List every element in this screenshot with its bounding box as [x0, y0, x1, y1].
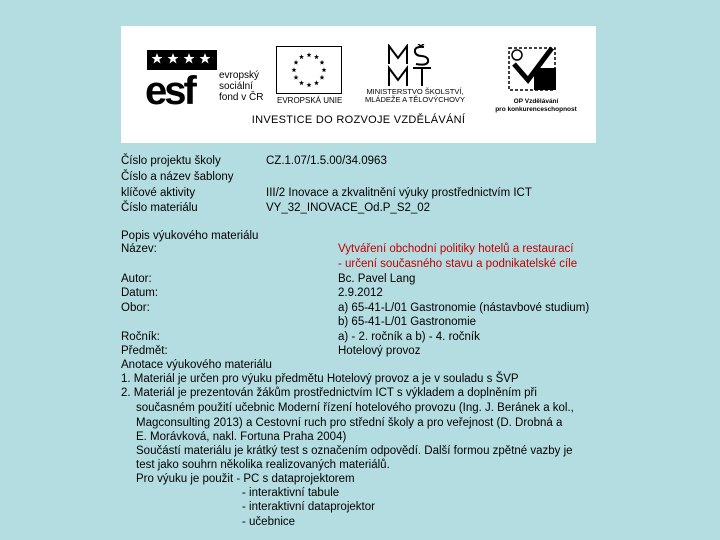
field-value-a: a) 65-41-L/01 Gastronomie (nástavbové studium)	[338, 302, 590, 314]
svg-text:esf: esf	[145, 69, 194, 106]
material-heading: Popis výukového materiálu	[121, 230, 259, 242]
annotation-line: Součástí materiálu je krátký test s označením odpovědí. Další formou zpětné vazby je	[136, 445, 573, 457]
msmt-text: MINISTERSTVO ŠKOLSTVÍ, MLÁDEŽE A TĚLOVÝCHOVY	[365, 87, 465, 104]
material-number-value: VY_32_INOVACE_Od.P_S2_02	[266, 202, 431, 214]
annotation-item: - učebnice	[242, 516, 296, 528]
eu-flag-icon	[276, 46, 342, 94]
date-value: 2.9.2012	[338, 287, 383, 299]
project-number-label: Číslo projektu školy	[121, 155, 221, 167]
annotation-item: - interaktivní tabule	[242, 487, 340, 499]
eu-label: EVROPSKÁ UNIE	[277, 96, 343, 105]
annotation-line: 1. Materiál je určen pro výuku předmětu Hotelový provoz a je v souladu s ŠVP	[121, 373, 519, 385]
logo-banner	[121, 26, 596, 143]
esf-logo-icon	[145, 44, 217, 106]
name-line-2: - určení současného stavu a podnikatelské cíle	[338, 258, 578, 270]
annotation-line: E. Morávková, nakl. Fortuna Praha 2004)	[136, 431, 347, 443]
name-line-1: Vytváření obchodní politiky hotelů a restaurací	[338, 243, 574, 255]
op-vzdelavani-logo-icon	[504, 42, 564, 96]
annotation-line: test jako souhrn několika realizovaných materiálů.	[136, 459, 390, 471]
annotation-line: Magconsulting 2013) a Cestovní ruch pro střední školy a pro veřejnost (D. Drobná a	[136, 417, 563, 429]
author-label: Autor:	[121, 273, 152, 285]
author-value: Bc. Pavel Lang	[338, 273, 416, 285]
annotation-item: - interaktivní dataprojektor	[242, 501, 375, 513]
annotation-line: 2. Materiál je prezentován žákům prostřednictvím ICT s výkladem a doplněním při	[121, 387, 537, 399]
field-label: Obor:	[121, 302, 150, 314]
name-label: Název:	[121, 243, 157, 255]
year-label: Ročník:	[121, 331, 160, 343]
field-value-b: b) 65-41-L/01 Gastronomie	[338, 316, 477, 328]
key-activity-label: klíčové aktivity	[121, 187, 196, 199]
date-label: Datum:	[121, 287, 159, 299]
esf-text: evropský sociální fond v ČR	[219, 70, 264, 103]
banner-footer: INVESTICE DO ROZVOJE VZDĚLÁVÁNÍ	[251, 114, 466, 126]
template-value: III/2 Inovace a zkvalitnění výuky prostřednictvím ICT	[266, 187, 532, 199]
subject-label: Předmět:	[121, 345, 168, 357]
year-value: a) - 2. ročník a b) - 4. ročník	[338, 331, 480, 343]
op-text: OP Vzdělávání pro konkurenceschopnost	[495, 98, 577, 113]
project-number-value: CZ.1.07/1.5.00/34.0963	[266, 155, 387, 167]
annotation-heading: Anotace výukového materiálu	[121, 359, 272, 371]
annotation-line: současném použití učebnic Moderní řízení hotelového provozu (Ing. J. Beránek a kol.,	[136, 402, 574, 414]
material-number-label: Číslo materiálu	[121, 202, 198, 214]
template-label: Číslo a název šablony	[121, 171, 234, 183]
subject-value: Hotelový provoz	[338, 345, 421, 357]
annotation-line: Pro výuku je použit - PC s dataprojektorem	[136, 473, 355, 485]
msmt-logo-icon	[386, 44, 434, 88]
